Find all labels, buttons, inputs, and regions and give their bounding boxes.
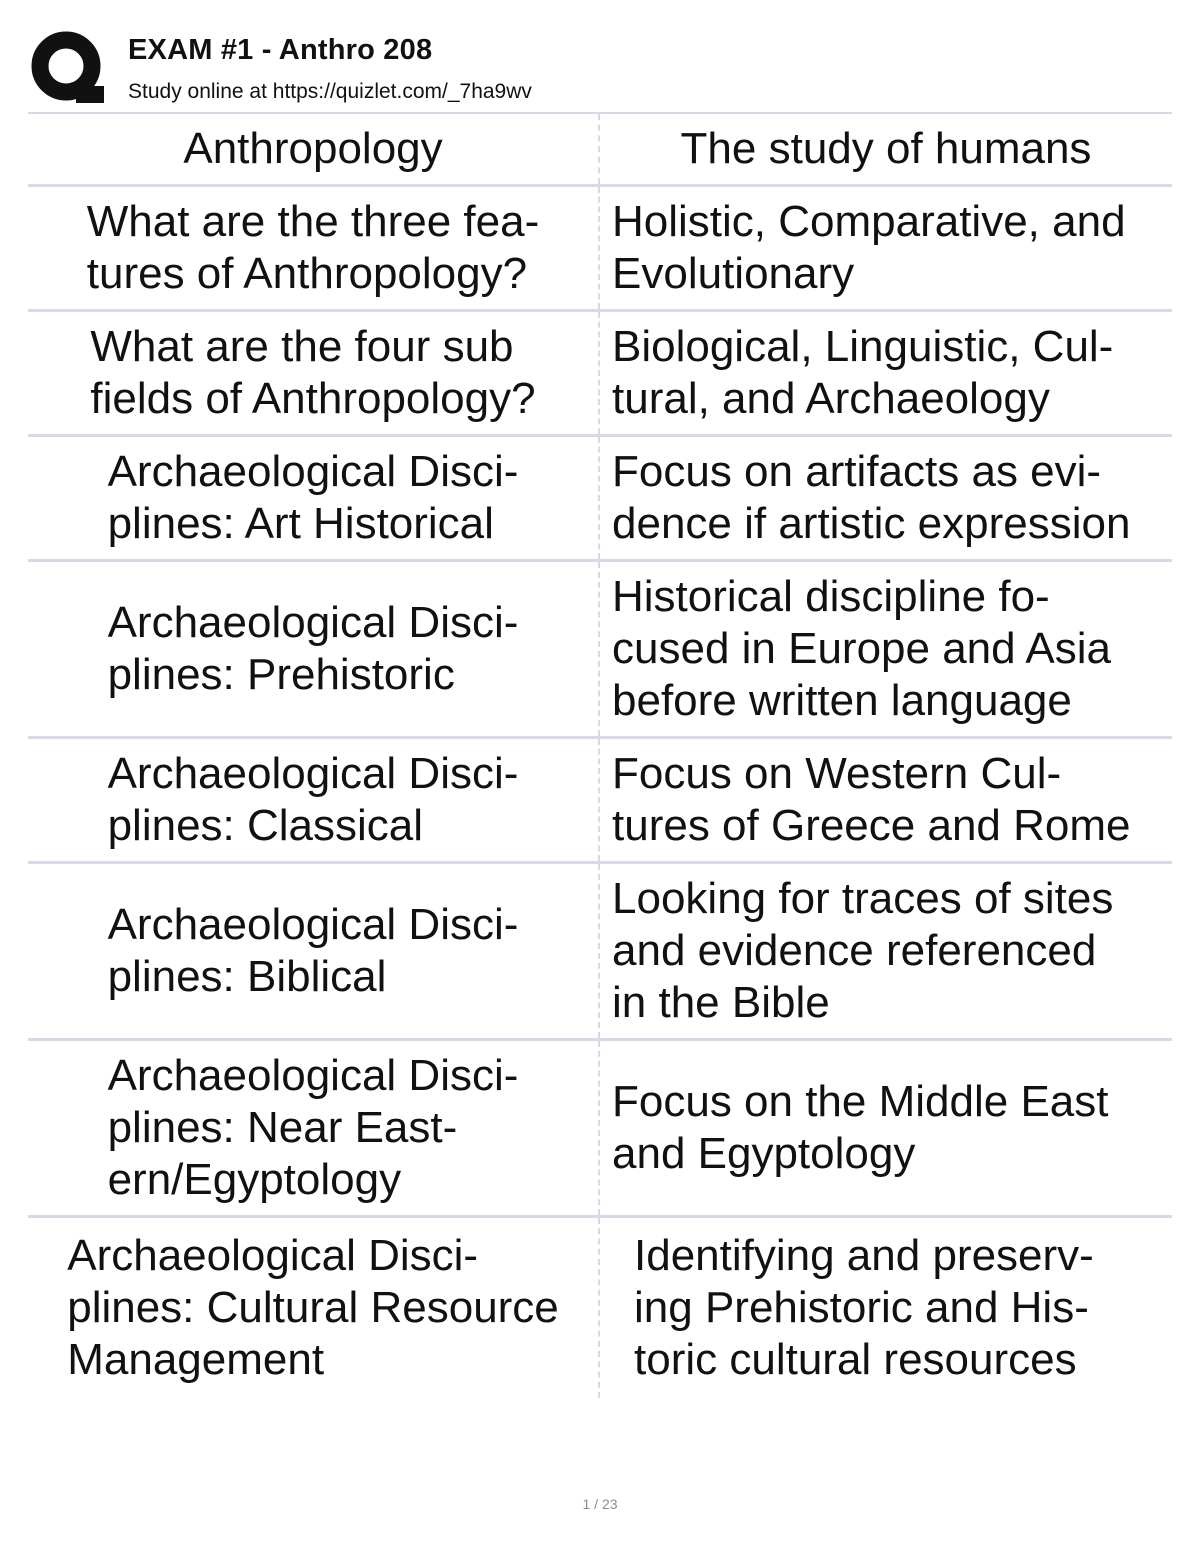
term-cell: [28, 864, 600, 1038]
definition-text: Focus on artifacts as evi- dence if artistic expression: [612, 447, 1131, 548]
term-cell: [28, 114, 600, 184]
document-header: [28, 28, 1172, 112]
definition-cell: [600, 739, 1172, 861]
flashcard-row: [28, 312, 1172, 437]
definition-cell: [600, 437, 1172, 559]
study-online-link-text: Study online at https://quizlet.com/_7ha9wv: [128, 80, 532, 103]
definition-cell: [600, 114, 1172, 184]
quizlet-logo-icon: [28, 28, 108, 108]
term-text: Archaeological Disci- plines: Prehistoric: [107, 598, 519, 699]
term-text: Archaeological Disci- plines: Cultural Resource Management: [67, 1231, 559, 1384]
flashcard-row: [28, 187, 1172, 312]
term-cell: [28, 187, 600, 309]
term-cell: [28, 437, 600, 559]
definition-text: Focus on the Middle East and Egyptology: [612, 1077, 1109, 1178]
definition-cell: [600, 1041, 1172, 1215]
term-text: Archaeological Disci- plines: Classical: [107, 749, 519, 850]
term-text: Archaeological Disci- plines: Biblical: [107, 900, 519, 1001]
definition-text: Focus on Western Cul- tures of Greece and Rome: [612, 749, 1131, 850]
definition-text: Looking for traces of sites and evidence referenced in the Bible: [612, 874, 1114, 1027]
term-text: What are the three fea- tures of Anthropology?: [86, 197, 540, 298]
term-text: Archaeological Disci- plines: Art Historical: [107, 447, 519, 548]
definition-cell: [600, 312, 1172, 434]
definition-text: Holistic, Comparative, and Evolutionary: [612, 197, 1126, 298]
flashcard-row: [28, 1041, 1172, 1218]
definition-text: Biological, Linguistic, Cul- tural, and Archaeology: [612, 322, 1114, 423]
document-title: EXAM #1 - Anthro 208: [128, 34, 433, 66]
flashcard-row: [28, 562, 1172, 739]
term-cell: [28, 312, 600, 434]
definition-cell: [600, 864, 1172, 1038]
definition-cell: [600, 1218, 1172, 1398]
flashcard-table: [28, 114, 1172, 1398]
term-cell: [28, 1041, 600, 1215]
definition-text: The study of humans: [680, 124, 1092, 173]
flashcard-row: [28, 114, 1172, 187]
term-text: Anthropology: [183, 124, 443, 173]
flashcard-row: [28, 1218, 1172, 1398]
term-cell: [28, 1218, 600, 1398]
term-text: What are the four sub fields of Anthropology?: [90, 322, 536, 423]
page-indicator: 1 / 23: [582, 1496, 618, 1512]
definition-cell: [600, 187, 1172, 309]
flashcard-row: [28, 437, 1172, 562]
term-cell: [28, 739, 600, 861]
definition-text: Identifying and preserv- ing Prehistoric and His- toric cultural resources: [634, 1231, 1094, 1384]
term-cell: [28, 562, 600, 736]
definition-text: Historical discipline fo- cused in Europe and Asia before written language: [612, 572, 1112, 725]
term-text: Archaeological Disci- plines: Near East- ern/Egyptology: [107, 1051, 519, 1204]
definition-cell: [600, 562, 1172, 736]
flashcard-row: [28, 739, 1172, 864]
flashcard-row: [28, 864, 1172, 1041]
